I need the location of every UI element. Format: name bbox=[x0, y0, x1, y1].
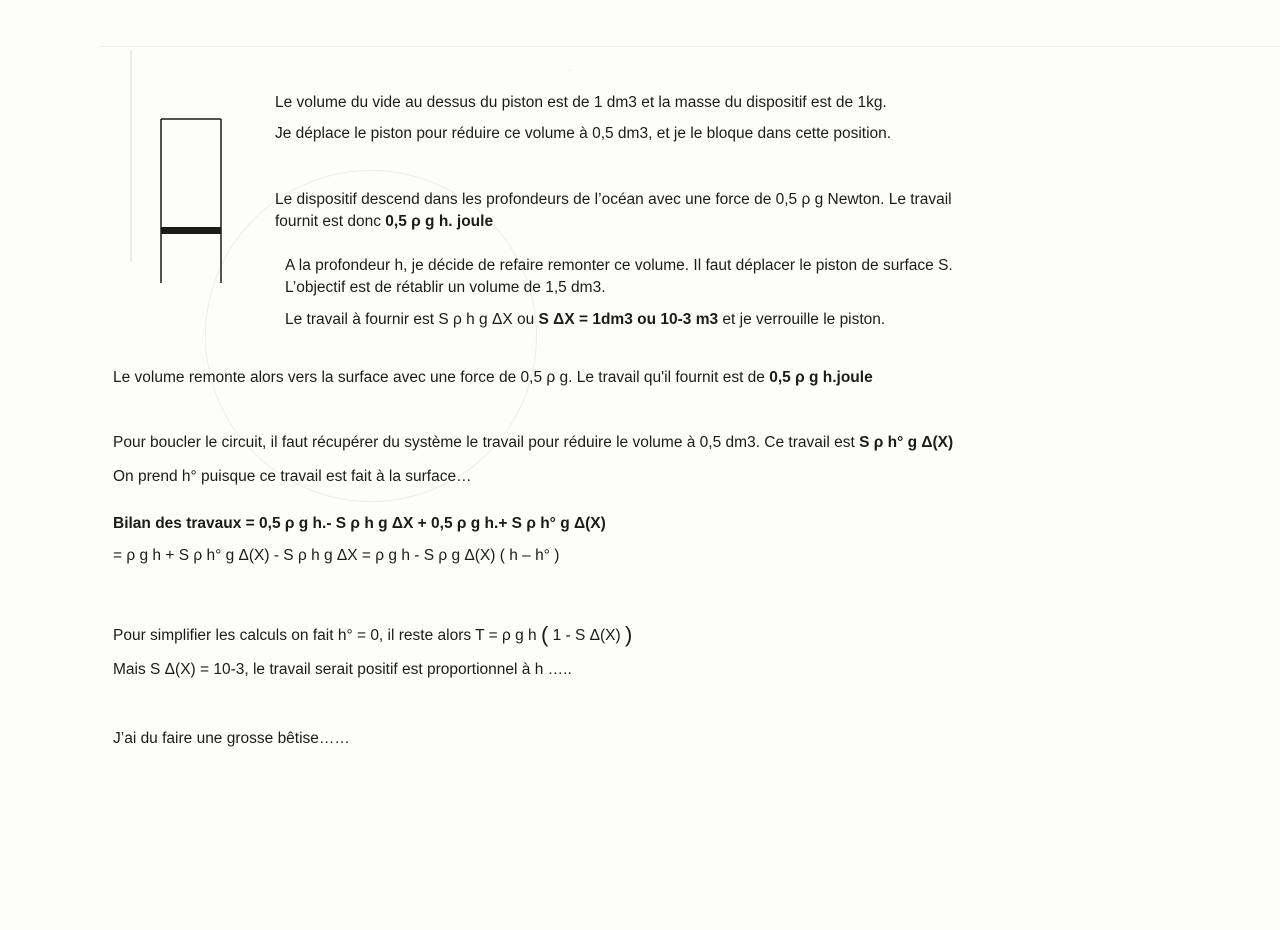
descent-line-2-text: fournit est donc bbox=[275, 213, 386, 230]
depth-line-2: L’objectif est de rétablir un volume de 1,5 dm3. bbox=[285, 279, 606, 296]
intro-line-1: Le volume du vide au dessus du piston est de 1 dm3 et la masse du dispositif est de 1kg. bbox=[275, 94, 887, 111]
simplify-close-paren: ) bbox=[624, 622, 633, 647]
depth-volume-change: S ΔX = 1dm3 ou 10-3 m3 bbox=[538, 311, 719, 328]
depth-line-1: A la profondeur h, je décide de refaire remonter ce volume. Il faut déplacer le piston de surface S. bbox=[285, 257, 953, 274]
balance-line-1: Bilan des travaux = 0,5 ρ g h.- S ρ h g ΔX + 0,5 ρ g h.+ S ρ h° g Δ(X) bbox=[113, 515, 606, 532]
intro-line-2: Je déplace le piston pour réduire ce volume à 0,5 dm3, et je le bloque dans cette position. bbox=[275, 125, 892, 142]
descent-line-2 bbox=[275, 212, 493, 232]
ascent-line bbox=[113, 368, 873, 388]
conclusion-line: J’ai du faire une grosse bêtise…… bbox=[113, 730, 350, 747]
ascent-work-value: 0,5 ρ g h.joule bbox=[769, 369, 873, 386]
simplify-inner: 1 - S Δ(X) bbox=[548, 627, 625, 644]
descent-work-value: 0,5 ρ g h. joule bbox=[385, 213, 494, 230]
simplify-text: Pour simplifier les calculs on fait h° = 0, il reste alors T = ρ g h bbox=[113, 627, 541, 644]
simplify-line-2: Mais S Δ(X) = 10-3, le travail serait positif est proportionnel à h ….. bbox=[113, 661, 572, 678]
depth-line-3-text: Le travail à fournir est S ρ h g ΔX ou bbox=[285, 311, 539, 328]
cycle-work-value: S ρ h° g Δ(X) bbox=[859, 434, 954, 451]
ascent-text: Le volume remonte alors vers la surface avec une force de 0,5 ρ g. Le travail qu'il fournit est de bbox=[113, 369, 770, 386]
piston-plate bbox=[161, 227, 221, 234]
bleed-through-box bbox=[130, 50, 132, 262]
balance-line-2: = ρ g h + S ρ h° g Δ(X) - S ρ h g ΔX = ρ g h - S ρ g Δ(X) ( h – h° ) bbox=[113, 547, 560, 564]
piston-cylinder-diagram bbox=[160, 118, 222, 284]
bleed-through-text: . bbox=[568, 58, 572, 74]
depth-line-3-suffix: et je verrouille le piston. bbox=[718, 311, 886, 328]
cycle-text: Pour boucler le circuit, il faut récupérer du système le travail pour réduire le volume à 0,5 dm3. Ce travail est bbox=[113, 434, 860, 451]
cycle-line-1 bbox=[113, 433, 953, 453]
simplify-open-paren: ( bbox=[540, 622, 549, 647]
descent-line-1: Le dispositif descend dans les profondeurs de l’océan avec une force de 0,5 ρ g Newton. Le travail bbox=[275, 191, 952, 208]
depth-line-3 bbox=[285, 310, 885, 330]
scan-edge-line bbox=[100, 46, 1280, 47]
simplify-line-1 bbox=[113, 622, 633, 647]
cycle-line-2: On prend h° puisque ce travail est fait à la surface… bbox=[113, 468, 472, 485]
